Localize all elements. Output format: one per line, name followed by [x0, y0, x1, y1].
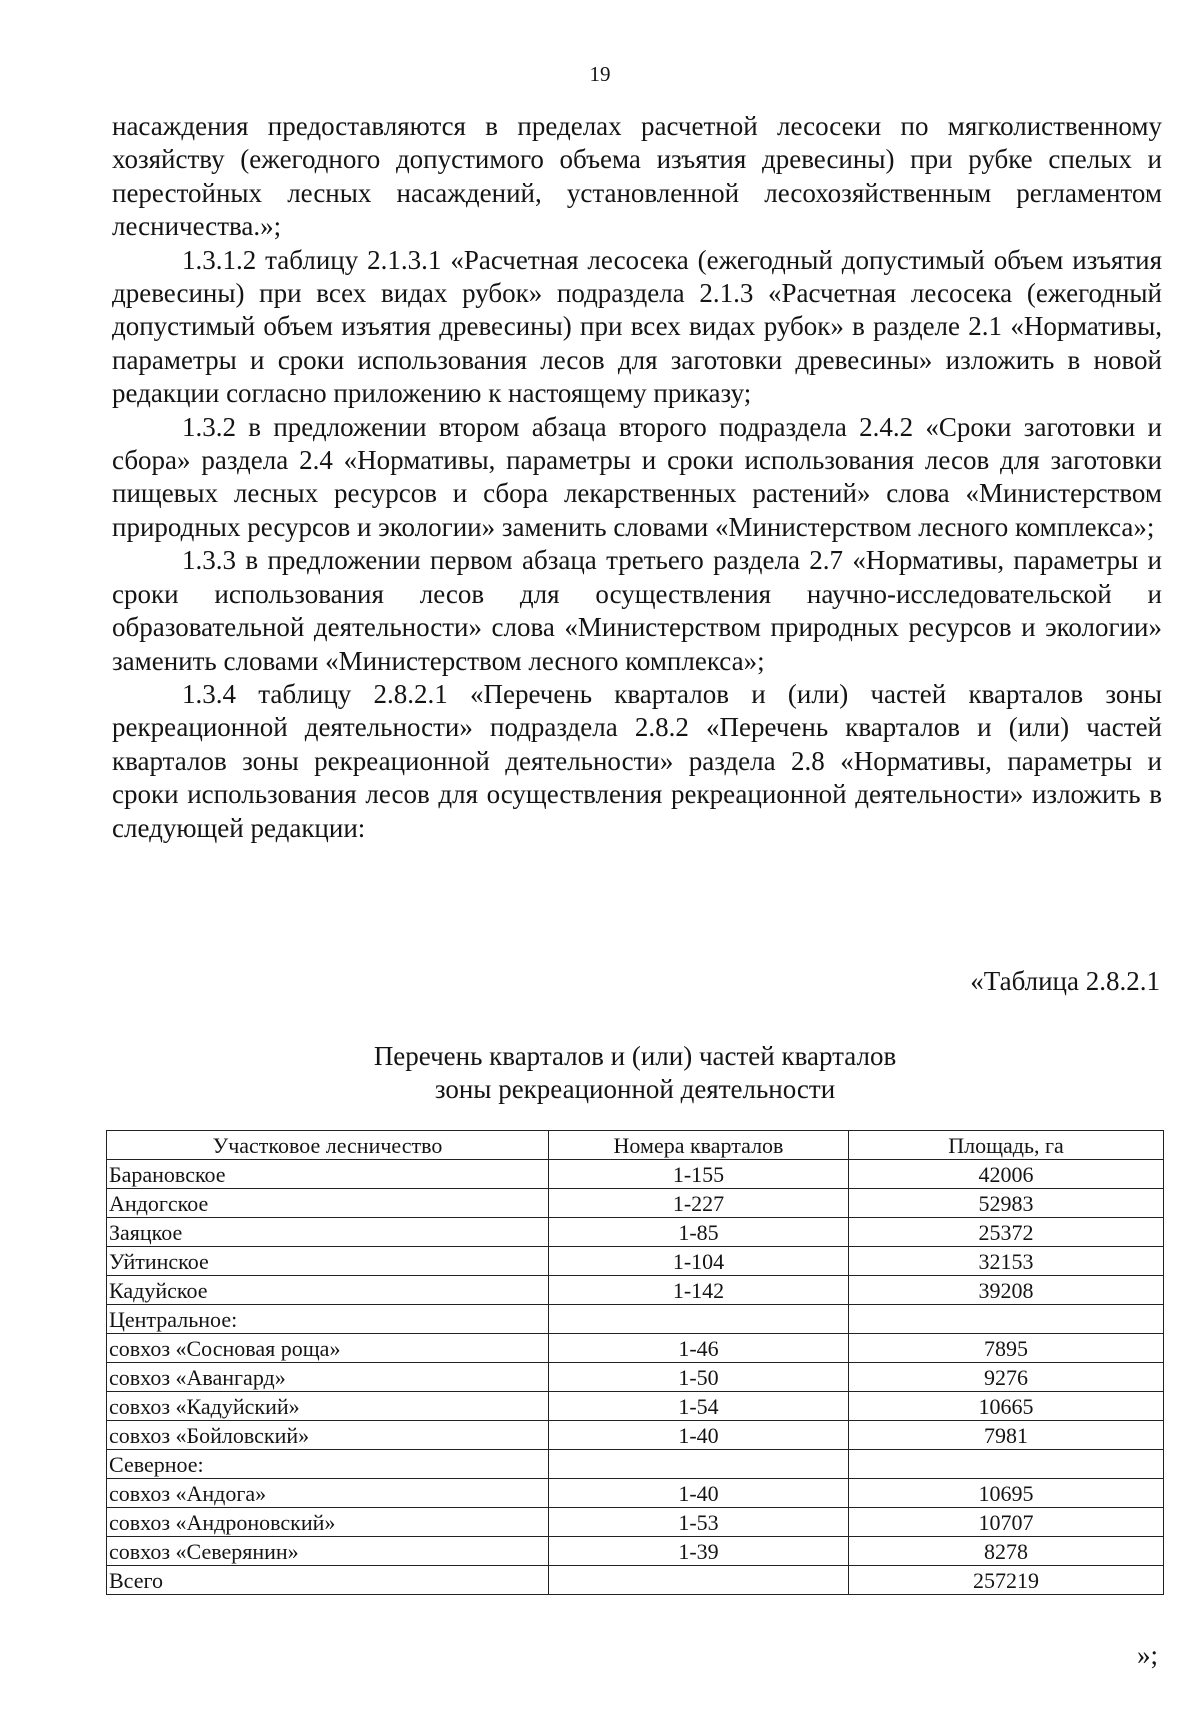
paragraph: 1.3.3 в предложении первом абзаца третьего раздела 2.7 «Нормативы, параметры и сроки использования лесов для осуществления научно-исследовательской и образовательной деятельности» слова «Министерством природных ресурсов и экологии» заменить словами «Министерством лесного комплекса»;: [112, 545, 1162, 676]
area-cell: 10707: [849, 1508, 1164, 1537]
forestry-cell: Заяцкое: [107, 1218, 549, 1247]
area-cell: 7981: [849, 1421, 1164, 1450]
forestry-cell: Андогское: [107, 1189, 549, 1218]
quarters-cell: 1-155: [549, 1160, 849, 1189]
area-cell: 9276: [849, 1363, 1164, 1392]
table-row: [107, 1189, 1164, 1218]
forestry-cell: совхоз «Северянин»: [107, 1537, 549, 1566]
quarters-cell: 1-227: [549, 1189, 849, 1218]
quarters-cell: 1-50: [549, 1363, 849, 1392]
area-cell: 7895: [849, 1334, 1164, 1363]
column-header-area: Площадь, га: [849, 1131, 1164, 1160]
table-row: [107, 1363, 1164, 1392]
area-cell: 10695: [849, 1479, 1164, 1508]
forestry-cell: совхоз «Бойловский»: [107, 1421, 549, 1450]
forestry-cell: совхоз «Сосновая роща»: [107, 1334, 549, 1363]
table-body: [107, 1160, 1164, 1595]
area-cell: 32153: [849, 1247, 1164, 1276]
area-cell: 8278: [849, 1537, 1164, 1566]
quarters-cell: 1-39: [549, 1537, 849, 1566]
forestry-cell: совхоз «Андога»: [107, 1479, 549, 1508]
area-cell: 25372: [849, 1218, 1164, 1247]
forestry-cell: Всего: [107, 1566, 549, 1595]
forestry-cell: Барановское: [107, 1160, 549, 1189]
forestry-cell: Кадуйское: [107, 1276, 549, 1305]
forestry-cell: Северное:: [107, 1450, 549, 1479]
table-row: [107, 1537, 1164, 1566]
forestry-cell: совхоз «Кадуйский»: [107, 1392, 549, 1421]
quarters-cell: 1-46: [549, 1334, 849, 1363]
area-cell: 39208: [849, 1276, 1164, 1305]
table-row: [107, 1276, 1164, 1305]
quarters-cell: [549, 1566, 849, 1595]
table-row: [107, 1421, 1164, 1450]
table-title-line: Перечень кварталов и (или) частей кварталов: [373, 1041, 897, 1071]
forestry-cell: Центральное:: [107, 1305, 549, 1334]
paragraph: 1.3.4 таблицу 2.8.2.1 «Перечень кварталов и (или) частей кварталов зоны рекреационной деятельности» подраздела 2.8.2 «Перечень кварталов и (или) частей кварталов зоны рекреационной деятельности» раздела 2.8 «Нормативы, параметры и сроки использования лесов для осуществления рекреационной деятельности» изложить в следующей редакции:: [112, 678, 1162, 843]
paragraph: 1.3.2 в предложении втором абзаца второго подраздела 2.4.2 «Сроки заготовки и сбора» раздела 2.4 «Нормативы, параметры и сроки использования лесов для заготовки пищевых лесных ресурсов и сбора лекарственных растений» слова «Министерством природных ресурсов и экологии» заменить словами «Министерством лесного комплекса»;: [112, 411, 1162, 542]
quarters-table: [106, 1130, 1164, 1595]
page-number: 19: [589, 62, 611, 86]
table-title-line: зоны рекреационной деятельности: [434, 1074, 836, 1104]
table-row: [107, 1450, 1164, 1479]
body-text: [112, 110, 1162, 845]
quarters-cell: 1-53: [549, 1508, 849, 1537]
quarters-cell: 1-142: [549, 1276, 849, 1305]
table-caption: «Таблица 2.8.2.1: [970, 966, 1160, 996]
area-cell: 10665: [849, 1392, 1164, 1421]
quarters-cell: 1-54: [549, 1392, 849, 1421]
quarters-cell: 1-85: [549, 1218, 849, 1247]
table-header-row: [107, 1131, 1164, 1160]
column-header-quarters: Номера кварталов: [549, 1131, 849, 1160]
paragraph: 1.3.1.2 таблицу 2.1.3.1 «Расчетная лесосека (ежегодный допустимый объем изъятия древесины) при всех видах рубок» подраздела 2.1.3 «Расчетная лесосека (ежегодный допустимый объем изъятия древесины) при всех видах рубок» в разделе 2.1 «Нормативы, параметры и сроки использования лесов для заготовки древесины» изложить в новой редакции согласно приложению к настоящему приказу;: [112, 244, 1162, 409]
area-cell: [849, 1450, 1164, 1479]
quarters-cell: [549, 1450, 849, 1479]
area-cell: 42006: [849, 1160, 1164, 1189]
table-title: [0, 1040, 1200, 1106]
forestry-cell: совхоз «Авангард»: [107, 1363, 549, 1392]
table-row: [107, 1479, 1164, 1508]
table-row: [107, 1160, 1164, 1189]
quarters-cell: [549, 1305, 849, 1334]
area-cell: 257219: [849, 1566, 1164, 1595]
quarters-cell: 1-104: [549, 1247, 849, 1276]
column-header-forestry: Участковое лесничество: [107, 1131, 549, 1160]
table-row: [107, 1305, 1164, 1334]
table-row: [107, 1218, 1164, 1247]
table-row: [107, 1334, 1164, 1363]
quarters-cell: 1-40: [549, 1421, 849, 1450]
table-row: [107, 1566, 1164, 1595]
paragraph: насаждения предоставляются в пределах расчетной лесосеки по мягколиственному хозяйству (ежегодного допустимого объема изъятия древесины) при рубке спелых и перестойных лесных насаждений, установленной лесохозяйственным регламентом лесничества.»;: [112, 111, 1162, 242]
closing-quote: »;: [1136, 1640, 1158, 1670]
area-cell: 52983: [849, 1189, 1164, 1218]
quarters-cell: 1-40: [549, 1479, 849, 1508]
area-cell: [849, 1305, 1164, 1334]
table-row: [107, 1247, 1164, 1276]
forestry-cell: совхоз «Андроновский»: [107, 1508, 549, 1537]
table-row: [107, 1392, 1164, 1421]
forestry-cell: Уйтинское: [107, 1247, 549, 1276]
table-row: [107, 1508, 1164, 1537]
